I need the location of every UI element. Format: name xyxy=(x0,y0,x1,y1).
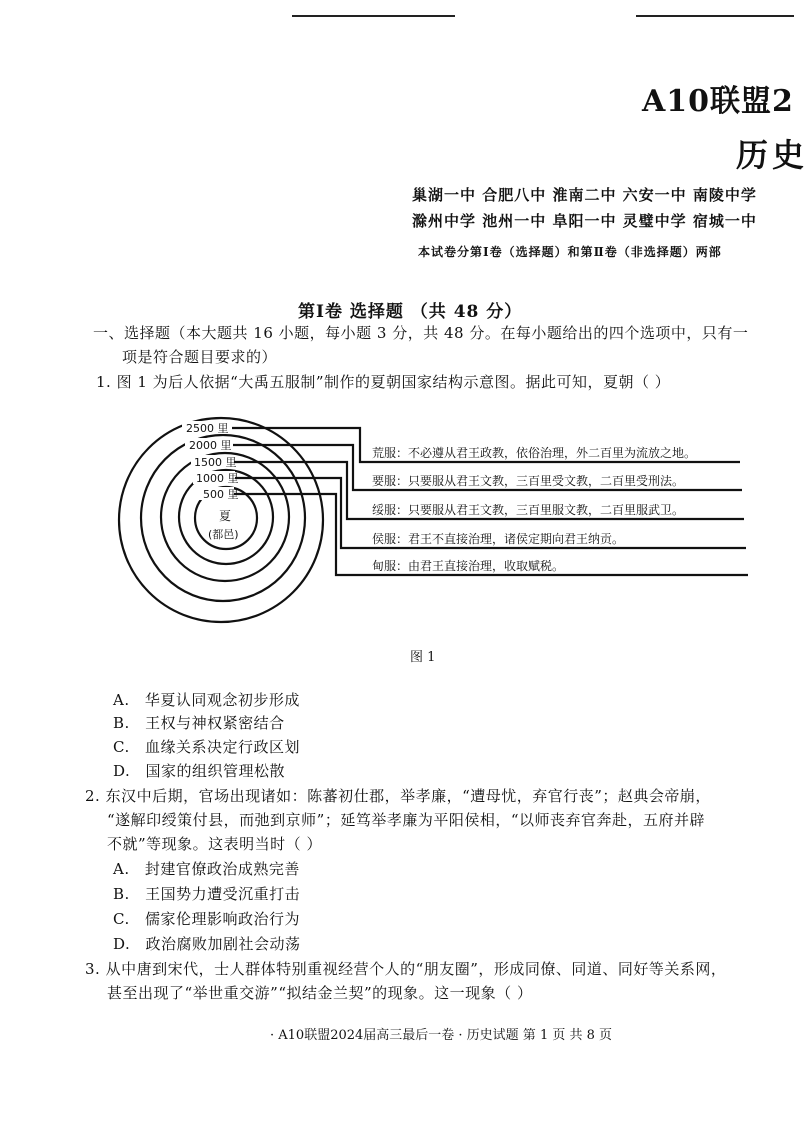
q1-option-b[interactable] xyxy=(113,712,285,733)
center-label-capital: (都邑) xyxy=(208,528,239,541)
ring-label-1500: 1500 里 xyxy=(194,456,237,469)
q1-option-c[interactable] xyxy=(113,736,300,757)
q1-option-d-text: 国家的组织管理松散 xyxy=(145,762,286,780)
q2-option-b-label: B. xyxy=(113,885,130,903)
ring-label-2000: 2000 里 xyxy=(189,439,232,452)
zone-huangfu: 荒服：不必遵从君王政教，依俗治理，外二百里为流放之地。 xyxy=(372,446,697,460)
q2-option-d[interactable] xyxy=(113,933,301,954)
q2-option-d-label: D. xyxy=(113,935,131,953)
page-footer: · A10联盟2024届高三最后一卷 · 历史试题 第 1 页 共 8 页 xyxy=(270,1028,613,1043)
section-instruction-line-1: 一、选择题（本大题共 16 小题，每小题 3 分，共 48 分。在每小题给出的四个选项中，只有一 xyxy=(93,324,749,342)
zone-suifu: 绥服：只要服从君王文教，三百里服文教，二百里服武卫。 xyxy=(372,503,685,517)
top-rule-right xyxy=(636,15,794,17)
q1-option-b-label: B. xyxy=(113,714,130,732)
q2-option-c-text: 儒家伦理影响政治行为 xyxy=(145,910,301,928)
q2-option-a-label: A. xyxy=(113,860,130,878)
q1-option-d[interactable] xyxy=(113,760,285,781)
q2-option-b[interactable] xyxy=(113,883,300,904)
q2-option-c[interactable] xyxy=(113,908,300,929)
zone-houfu: 侯服：君王不直接治理，诸侯定期向君王纳贡。 xyxy=(372,532,625,546)
q3-stem-line-2: 甚至出现了“举世重交游”“拟结金兰契”的现象。这一现象（ ） xyxy=(107,984,533,1002)
exam-title: A10联盟2 xyxy=(642,84,794,119)
q3-stem-line-1: 3. 从中唐到宋代，士人群体特别重视经营个人的“朋友圈”，形成同僚、同道、同好等关系网， xyxy=(85,960,727,978)
q1-option-a-label: A. xyxy=(113,691,130,709)
center-label-xia: 夏 xyxy=(219,509,232,523)
q1-option-a-text: 华夏认同观念初步形成 xyxy=(144,691,300,709)
figure-caption: 图 1 xyxy=(410,650,436,665)
zone-yaofu: 要服：只要服从君王文教，三百里受文教，二百里受刑法。 xyxy=(372,474,685,488)
q2-stem-line-1: 2. 东汉中后期，官场出现诸如：陈蕃初仕郡，举孝廉，“遭母忧，弃官行丧”；赵典会帝崩， xyxy=(85,787,711,805)
q2-option-b-text: 王国势力遭受沉重打击 xyxy=(145,885,301,903)
schools-line-2: 滁州中学 池州一中 阜阳一中 灵璧中学 宿城一中 xyxy=(412,212,757,230)
section-instruction-line-2: 项是符合题目要求的） xyxy=(122,348,278,366)
q1-option-c-label: C. xyxy=(113,738,130,756)
q2-option-a-text: 封建官僚政治成熟完善 xyxy=(144,860,300,878)
q1-option-d-label: D. xyxy=(113,762,131,780)
ring-label-1000: 1000 里 xyxy=(196,472,239,485)
q2-stem-line-3: 不就”等现象。这表明当时（ ） xyxy=(107,835,322,853)
ring-label-2500: 2500 里 xyxy=(186,422,229,435)
zone-dianfu: 甸服：由君王直接治理，收取赋税。 xyxy=(372,559,565,573)
subject-title: 历史 xyxy=(736,136,808,174)
q1-option-c-text: 血缘关系决定行政区划 xyxy=(145,738,301,756)
q2-option-a[interactable] xyxy=(113,858,300,879)
q1-option-b-text: 王权与神权紧密结合 xyxy=(145,714,285,732)
q1-option-a[interactable] xyxy=(113,689,300,710)
ring-label-500: 500 里 xyxy=(203,488,239,501)
q2-option-d-text: 政治腐败加剧社会动荡 xyxy=(145,935,301,953)
paper-note: 本试卷分第Ⅰ卷（选择题）和第Ⅱ卷（非选择题）两部 xyxy=(418,245,722,259)
q2-option-c-label: C. xyxy=(113,910,130,928)
q2-stem-line-2: “遂解印绶策付县，而弛到京师”；延笃举孝廉为平阳侯相，“以师丧弃官奔赴，五府并辟 xyxy=(107,811,706,829)
section-title: 第Ⅰ卷 选择题 （共 48 分） xyxy=(298,302,523,322)
schools-line-1: 巢湖一中 合肥八中 淮南二中 六安一中 南陵中学 xyxy=(412,186,757,204)
five-zones-diagram xyxy=(0,400,794,640)
top-rule-left xyxy=(292,15,455,17)
q1-stem: 1. 图 1 为后人依据“大禹五服制”制作的夏朝国家结构示意图。据此可知，夏朝（ ） xyxy=(96,373,671,391)
